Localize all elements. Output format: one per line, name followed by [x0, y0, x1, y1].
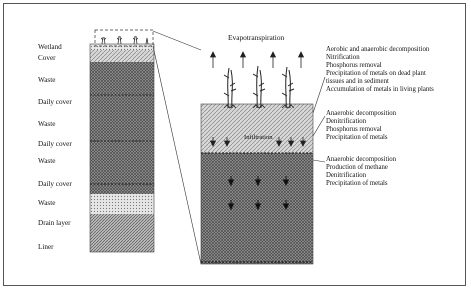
- label-daily-cover-1: Daily cover: [38, 98, 72, 106]
- wetland-layer: [90, 44, 154, 50]
- drain-layer: [90, 194, 154, 214]
- label-waste-1: Waste: [38, 76, 56, 84]
- label-infiltration: Infiltration: [244, 134, 273, 141]
- left-plants: [101, 36, 148, 44]
- detail-callout-box: [95, 30, 153, 46]
- label-cover: Cover: [38, 54, 56, 62]
- wetland-processes: [326, 46, 434, 93]
- process-line: Anaerobic decomposition: [326, 110, 397, 117]
- process-line: tissues and in sediment: [326, 77, 389, 85]
- label-waste-4: Waste: [38, 199, 56, 207]
- process-line: Phosphorus removal: [326, 61, 382, 69]
- detail-plants: [224, 66, 294, 108]
- label-evapotranspiration: Evapotranspiration: [228, 33, 285, 42]
- liner-layer: [90, 214, 154, 252]
- projection-lines: [153, 31, 201, 264]
- detail-waste-layer: [201, 153, 313, 264]
- label-drain-layer: Drain layer: [38, 219, 71, 227]
- label-liner: Liner: [38, 243, 54, 251]
- detail-panel: [201, 52, 325, 264]
- waste-processes: [326, 156, 396, 188]
- cover-processes: [326, 110, 396, 142]
- process-leader-lines: [313, 77, 325, 162]
- process-line: Denitrification: [326, 171, 367, 179]
- process-line: Production of methane: [326, 163, 388, 171]
- waste-layers: [90, 62, 154, 194]
- label-waste-2: Waste: [38, 120, 56, 128]
- cover-layer: [90, 50, 154, 62]
- process-line: Anaerobic decomposition: [326, 156, 397, 163]
- process-line: Phosphorus removal: [326, 125, 382, 133]
- process-line: Accumulation of metals in living plants: [326, 85, 434, 93]
- process-line: Precipitation of metals: [326, 133, 388, 141]
- process-line: Denitrification: [326, 117, 367, 125]
- process-line: Precipitation of metals on dead plant: [326, 69, 426, 77]
- process-line: Nitrification: [326, 53, 360, 61]
- process-line: Aerobic and anaerobic decomposition: [326, 46, 430, 53]
- label-wetland: Wetland: [38, 43, 62, 51]
- process-line: Precipitation of metals: [326, 179, 388, 187]
- evapotranspiration-arrows: [211, 52, 304, 68]
- landfill-column: [90, 30, 154, 252]
- label-daily-cover-3: Daily cover: [38, 180, 72, 188]
- label-waste-3: Waste: [38, 157, 56, 165]
- label-daily-cover-2: Daily cover: [38, 140, 72, 148]
